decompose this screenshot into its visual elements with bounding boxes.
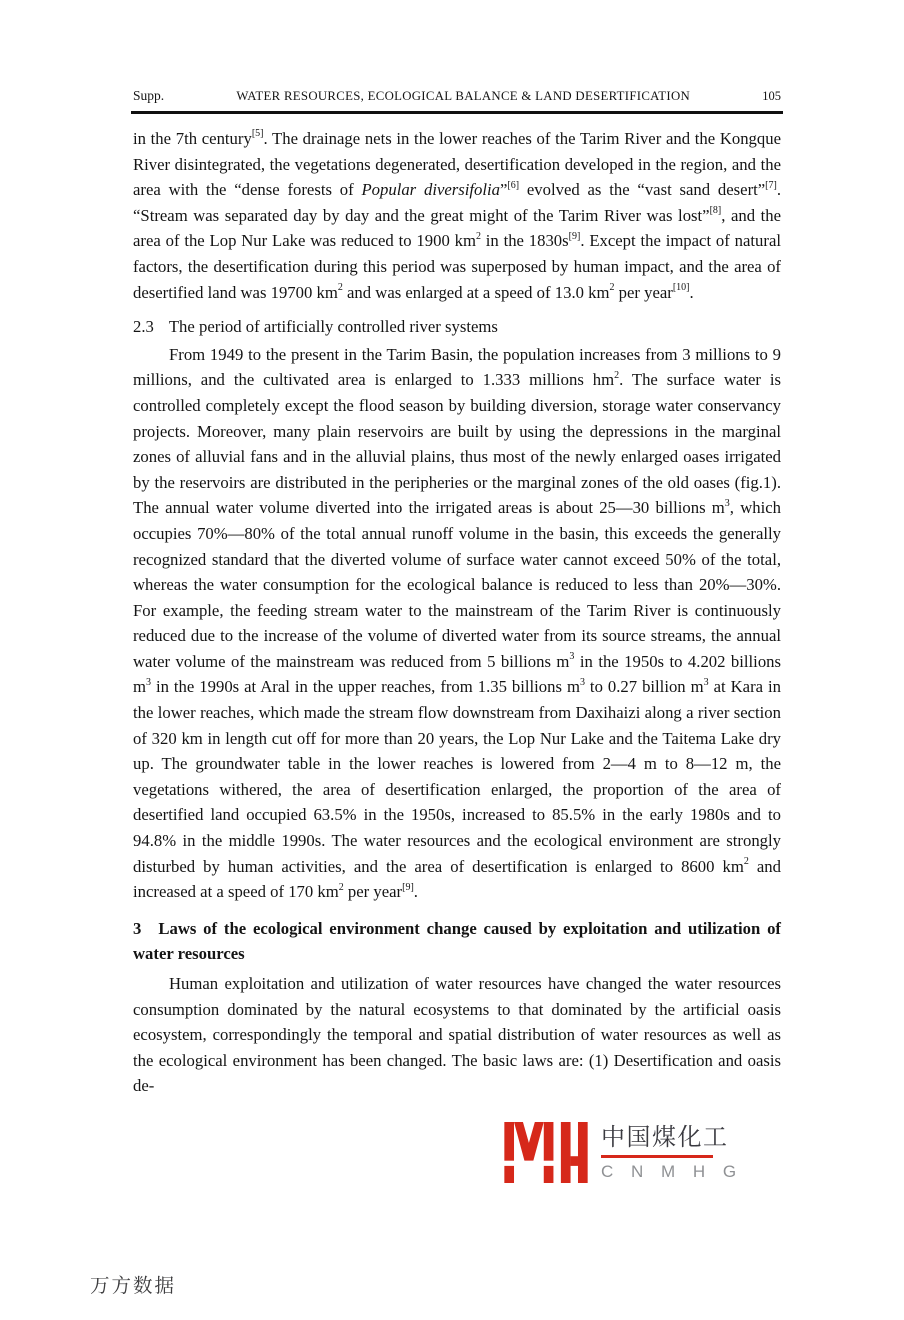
text-run: ”	[500, 180, 508, 200]
text-run: and was enlarged at a speed of 13.0 km	[342, 282, 610, 302]
paragraph	[133, 342, 781, 905]
supplement-label: Supp.	[133, 88, 165, 103]
publisher-logo-text	[601, 1122, 743, 1182]
superscript: [8]	[709, 205, 722, 217]
logo-divider	[601, 1155, 713, 1158]
text-run: in the 7th century	[133, 129, 252, 148]
heading-number: 2.3	[133, 317, 154, 337]
text-run: .	[689, 282, 694, 302]
text-run: , and the area of the Lop Nur Lake was reduced to 1900 km	[133, 205, 781, 251]
text-run: . “Stream was separated day by day and the great might of the Tarim River was lost”	[133, 180, 782, 225]
superscript: [10]	[672, 282, 690, 293]
italic-species-name: Popular diversifolia	[361, 180, 500, 200]
text-run: evolved as the “vast sand desert”	[519, 180, 766, 200]
superscript: [9]	[568, 230, 581, 242]
superscript: [6]	[507, 179, 520, 191]
text-run: From 1949 to the present in the Tarim Basin, the population increases from 3 millions to 9 millions, and the cultivated area is enlarged to 1.333 millions hm	[133, 344, 781, 390]
text-run: per year	[614, 282, 673, 302]
paragraph	[133, 971, 781, 1099]
journal-title: WATER RESOURCES, ECOLOGICAL BALANCE & LAND DESERTIFICATION	[236, 89, 691, 103]
document-body	[133, 126, 781, 1099]
superscript: 2	[609, 282, 615, 293]
section-heading	[133, 916, 781, 967]
text-run: .	[413, 882, 418, 902]
wanfang-data-watermark: 万方数据	[90, 1275, 177, 1297]
text-run: to 0.27 billion m	[584, 677, 704, 697]
running-head	[133, 88, 781, 104]
superscript: 2	[337, 282, 343, 293]
text-run: . Except the impact of natural factors, the desertification during this period was superposed by human impact, and the area of desertified land was 19700 km	[133, 231, 781, 302]
header-rule	[131, 111, 783, 114]
text-run: in the 1990s at Aral in the upper reaches, from 1.35 billions m	[150, 677, 580, 697]
heading-title: Laws of the ecological environment change caused by exploitation and utilization of water resources	[133, 918, 781, 964]
text-run: . The surface water is controlled completely except the flood season by building diversion, storage water conservancy projects. Moreover, many plain reservoirs are built by using the depressions in the marginal zones of alluvial fans and in the alluvial plains, thus most of the newly enlarged oases irrigated by the reservoirs are distributed in the peripheries or the marginal zones of the old oases (fig.1). The annual water volume diverted into the irrigated areas is about 25—30 billions m	[133, 370, 781, 518]
page-number: 105	[762, 89, 781, 103]
superscript: [9]	[402, 881, 414, 893]
superscript: 3	[145, 676, 151, 688]
superscript: [7]	[765, 179, 777, 191]
superscript: 2	[475, 230, 481, 242]
subsection-heading	[133, 314, 781, 340]
text-run: in the 1830s	[480, 231, 569, 251]
superscript: [5]	[251, 128, 264, 140]
text-run: in the 1950s to 4.202 billions m	[133, 651, 781, 697]
text-run: . The drainage nets in the lower reaches of the Tarim River and the Kongque River disintegrated, the vegetations degenerated, desertification developed in the region, and the area with the “dense forests of	[133, 129, 781, 200]
text-run: per year	[343, 882, 403, 902]
cnmhg-monogram-icon	[504, 1122, 588, 1183]
publisher-logo	[504, 1122, 743, 1183]
text-run: , which occupies 70%—80% of the total annual runoff volume in the basin, this exceeds the generally recognized standard that the diverted volume of surface water cannot exceed 50% of the total, whereas the water consumption for the ecological balance is reduced to less than 20%—30%. For example, the feeding stream water to the mainstream of the Tarim River is continuously reduced due to the increase of the volume of diverted water from its source streams, the annual water volume of the mainstream was reduced from 5 billions m	[133, 498, 781, 671]
superscript: 3	[703, 676, 709, 688]
paragraph	[133, 126, 781, 305]
superscript: 3	[579, 676, 585, 688]
superscript: 2	[743, 856, 749, 868]
text-run: Human exploitation and utilization of water resources have changed the water resources consumption dominated by the natural ecosystems to that dominated by the artificial oasis ecosystem, correspondingly the temporal and spatial distribution of water resources as well as the ecological environment has been changed. The basic laws are: (1) Desertification and oasis de-	[133, 974, 781, 1096]
superscript: 2	[614, 369, 620, 381]
superscript: 3	[724, 497, 730, 509]
heading-title: The period of artificially controlled river systems	[168, 317, 498, 337]
superscript: 2	[338, 881, 344, 893]
heading-number: 3	[133, 918, 142, 938]
text-run: and increased at a speed of 170 km	[133, 856, 781, 902]
publisher-name-cn: 中国煤化工	[601, 1124, 729, 1151]
text-run: at Kara in the lower reaches, which made the stream flow downstream from Daxihaizi along a river section of 320 km in length cut off for more than 20 years, the Lop Nur Lake and the Taitema Lake dry up. The groundwater table in the lower reaches is lowered from 2—4 m to 8—12 m, the vegetations withered, the area of desertification enlarged, the proportion of the area of desertified land occupied 63.5% in the 1950s, increased to 85.5% in the early 1980s and to 94.8% in the middle 1990s. The water resources and the ecological environment are strongly disturbed by human activities, and the area of desertification is enlarged to 8600 km	[133, 677, 781, 876]
superscript: 3	[569, 651, 575, 663]
publisher-name-en: C N M H G	[601, 1162, 743, 1181]
